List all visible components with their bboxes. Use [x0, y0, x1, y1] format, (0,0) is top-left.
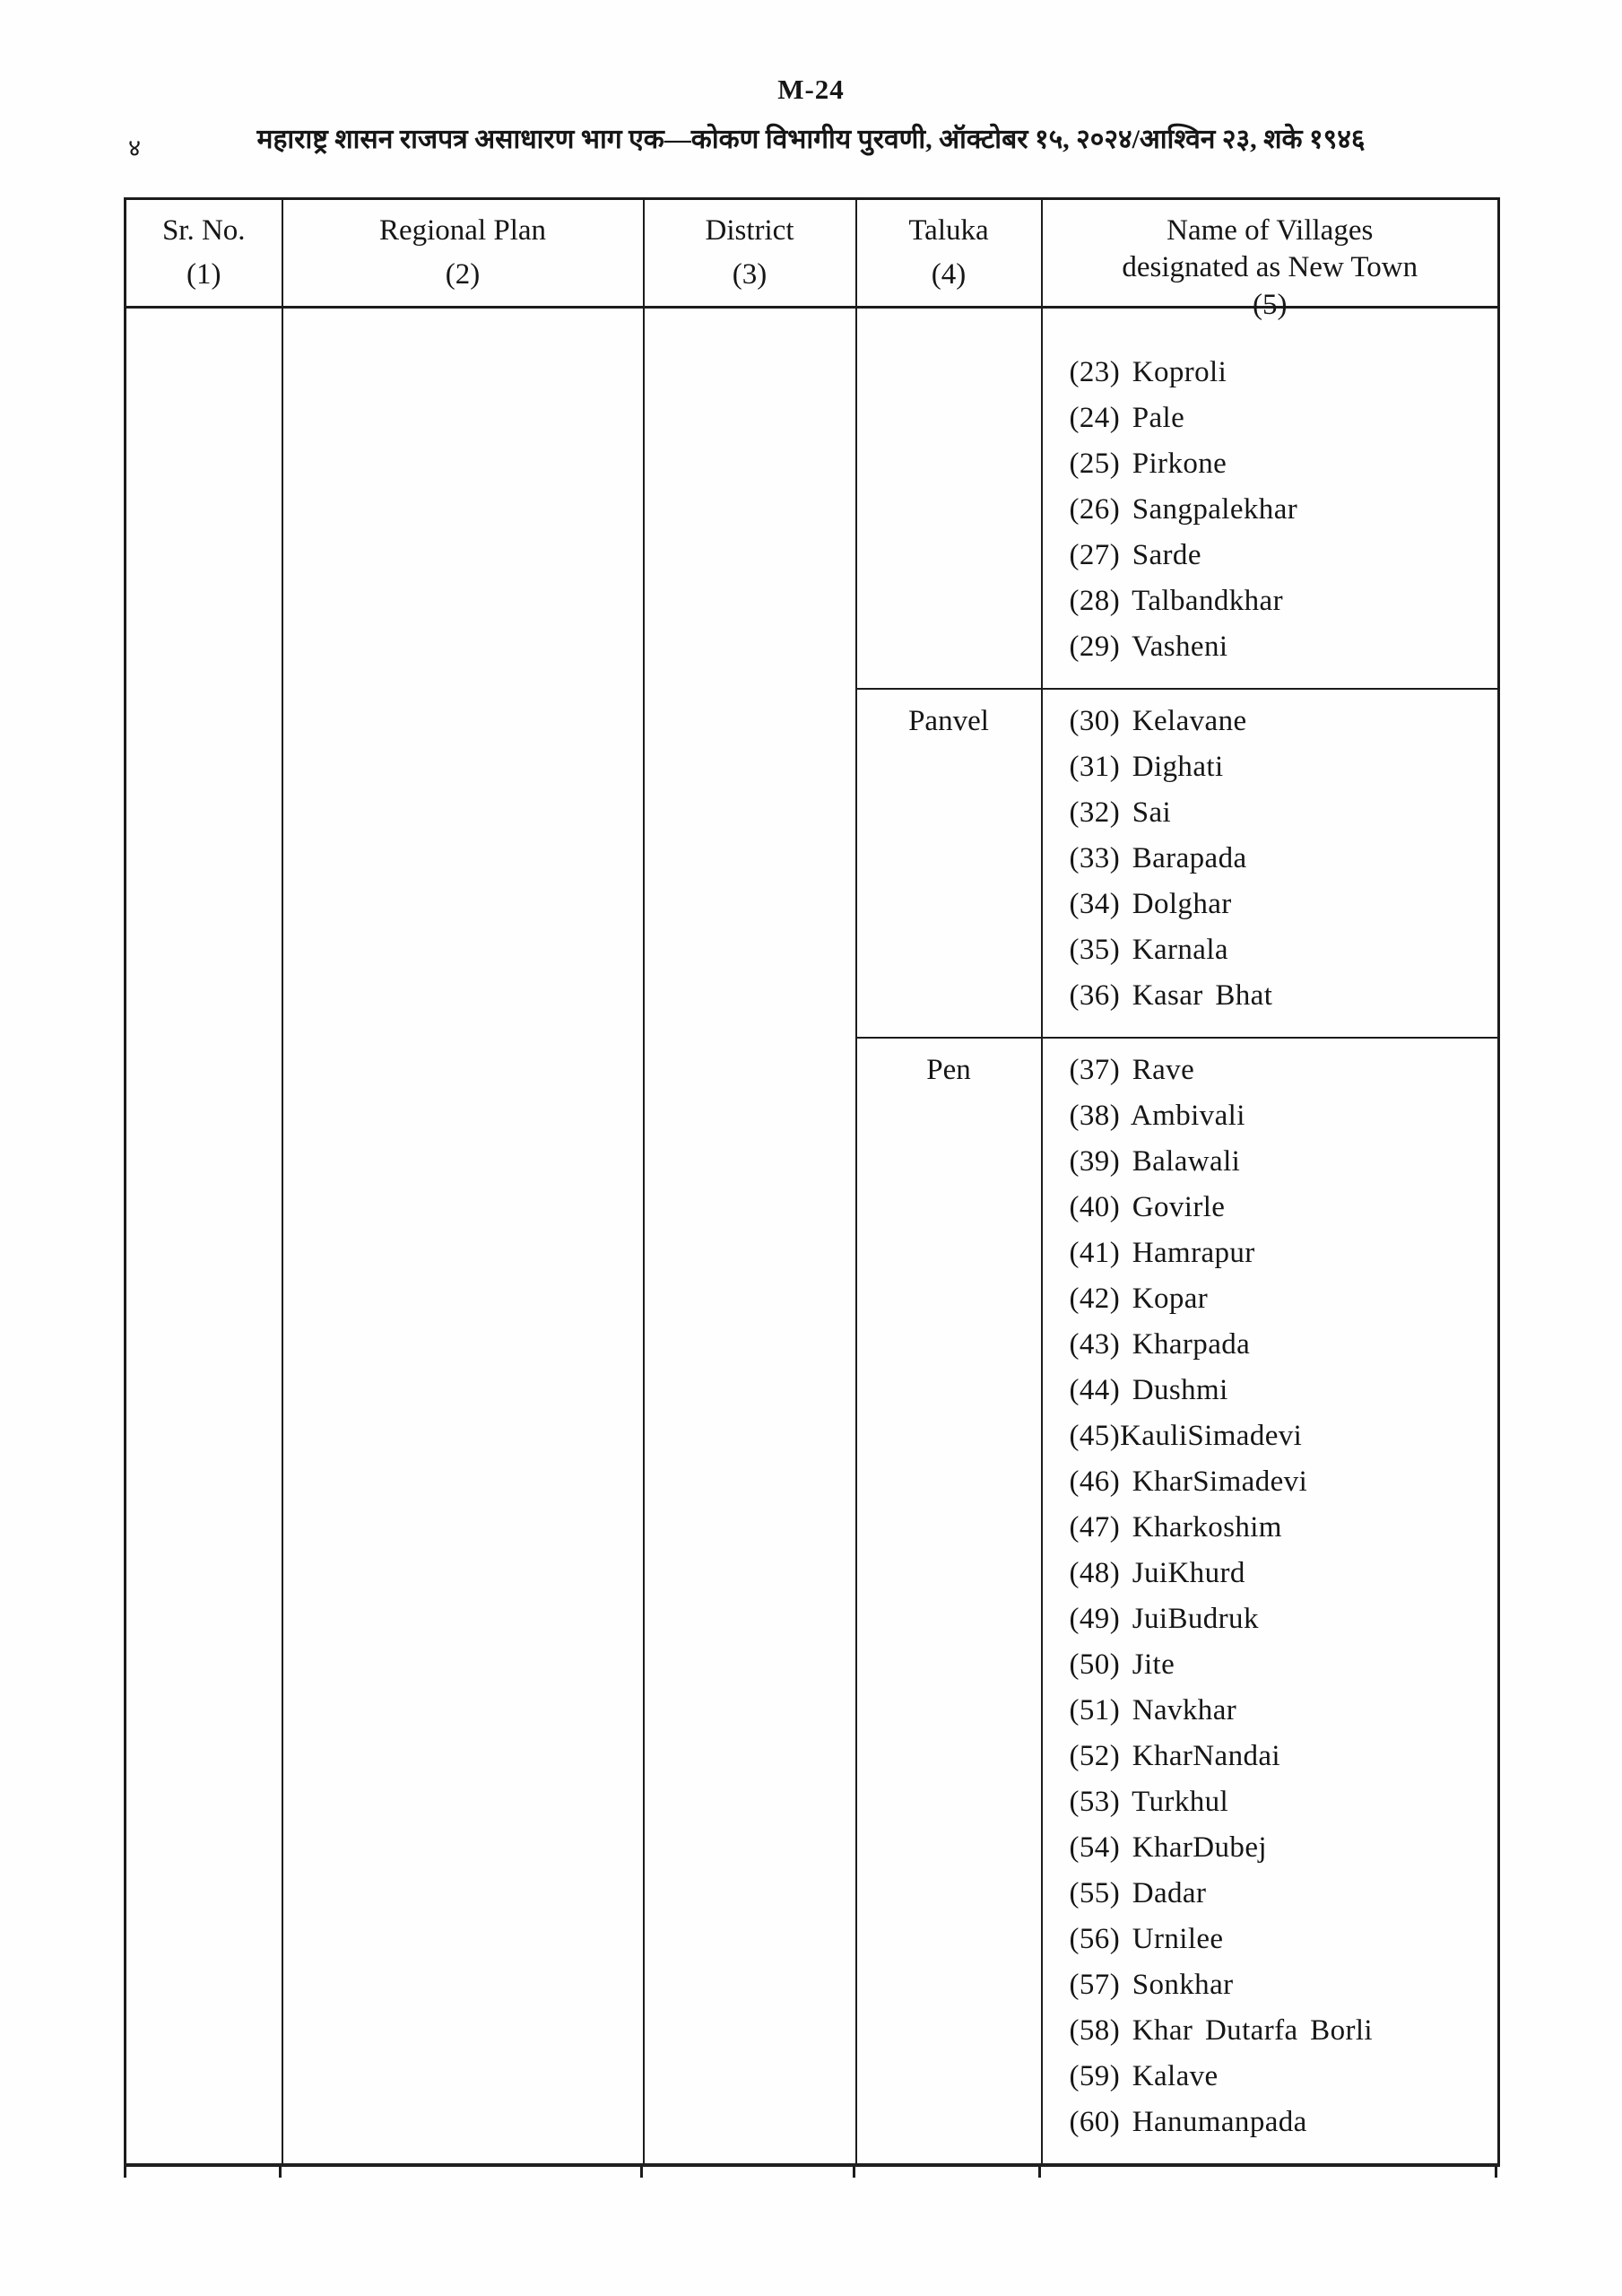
cell-villages — [1042, 1038, 1499, 2165]
column-label — [1122, 213, 1418, 287]
continuation-stub — [853, 2167, 855, 2178]
column-label: Taluka — [908, 214, 989, 247]
village-item: (24) Pale — [1069, 402, 1185, 434]
village-item: (40) Govirle — [1069, 1191, 1226, 1223]
village-item: (45)KauliSimadevi — [1069, 1420, 1303, 1452]
document-code: M-24 — [777, 74, 845, 105]
column-label: Regional Plan — [378, 214, 547, 247]
gazette-title: महाराष्ट्र शासन राजपत्र असाधारण भाग एक—कोकण विभागीय पुरवणी, ऑक्टोबर १५, २०२४/आश्विन २३, शके १९४६ — [256, 125, 1366, 154]
continuation-stub — [279, 2167, 282, 2178]
village-item: (58) Khar Dutarfa Borli — [1069, 2014, 1374, 2047]
cell-villages — [1042, 689, 1499, 1038]
village-item: (48) JuiKhurd — [1069, 1557, 1245, 1589]
village-item: (43) Kharpada — [1069, 1328, 1251, 1361]
village-item: (28) Talbandkhar — [1069, 585, 1283, 617]
column-number: (5) — [1253, 288, 1288, 321]
village-item: (60) Hanumanpada — [1069, 2106, 1307, 2138]
village-item: (50) Jite — [1069, 1648, 1175, 1681]
village-item: (32) Sai — [1069, 796, 1172, 829]
column-number: (2) — [445, 257, 481, 291]
village-list — [1043, 690, 1498, 1037]
village-item: (34) Dolghar — [1069, 888, 1232, 920]
village-item: (55) Dadar — [1069, 1877, 1207, 1909]
village-item: (52) KharNandai — [1069, 1740, 1280, 1772]
villages-table-wrap — [124, 197, 1497, 2179]
village-item: (56) Urnilee — [1069, 1923, 1224, 1955]
cell-regional-plan — [282, 308, 644, 2166]
column-header-taluka — [856, 199, 1042, 308]
village-item: (33) Barapada — [1069, 842, 1247, 874]
cell-taluka — [856, 689, 1042, 1038]
column-header-villages — [1042, 199, 1499, 321]
gazette-header-row — [0, 119, 1622, 164]
continuation-stub — [640, 2167, 643, 2178]
villages-table — [124, 197, 1500, 2167]
village-item: (39) Balawali — [1069, 1145, 1241, 1178]
table-header — [126, 199, 1499, 321]
column-header-district — [644, 199, 856, 308]
village-item: (51) Navkhar — [1069, 1694, 1237, 1726]
taluka-name — [857, 309, 1041, 317]
village-item: (25) Pirkone — [1069, 448, 1227, 480]
village-item: (38) Ambivali — [1069, 1100, 1245, 1132]
village-item: (49) JuiBudruk — [1069, 1603, 1259, 1635]
continuation-stub — [124, 2167, 126, 2178]
cell-taluka — [856, 1038, 1042, 2165]
village-item: (42) Kopar — [1069, 1283, 1209, 1315]
village-item: (54) KharDubej — [1069, 1831, 1267, 1864]
taluka-name: Pen — [926, 1054, 971, 1086]
continuation-stub — [1495, 2167, 1497, 2178]
village-item: (26) Sangpalekhar — [1069, 493, 1298, 526]
column-number: (4) — [931, 257, 967, 291]
table-row-continued — [126, 308, 1499, 690]
column-label: Sr. No. — [161, 214, 246, 247]
continuation-stub — [1038, 2167, 1041, 2178]
column-label: District — [705, 214, 794, 247]
column-label-line2: designated as New Town — [1122, 251, 1418, 284]
cell-taluka — [856, 308, 1042, 690]
village-item: (37) Rave — [1069, 1054, 1195, 1086]
column-number: (3) — [732, 257, 768, 291]
column-header-regional-plan — [282, 199, 644, 308]
village-list — [1043, 1039, 1498, 2163]
taluka-name: Panvel — [908, 705, 989, 737]
village-list — [1043, 309, 1498, 688]
cell-villages — [1042, 308, 1499, 690]
village-item: (36) Kasar Bhat — [1069, 979, 1273, 1012]
village-item: (46) KharSimadevi — [1069, 1465, 1308, 1498]
village-item: (29) Vasheni — [1069, 631, 1228, 663]
village-item: (57) Sonkhar — [1069, 1969, 1234, 2001]
column-label-line1: Name of Villages — [1167, 214, 1374, 247]
column-header-sr-no — [126, 199, 282, 308]
village-item: (53) Turkhul — [1069, 1786, 1229, 1818]
village-item: (27) Sarde — [1069, 539, 1201, 571]
village-item: (59) Kalave — [1069, 2060, 1219, 2092]
village-item: (41) Hamrapur — [1069, 1237, 1255, 1269]
village-item: (31) Dighati — [1069, 751, 1224, 783]
village-item: (35) Karnala — [1069, 934, 1228, 966]
village-item: (30) Kelavane — [1069, 705, 1247, 737]
village-item: (44) Dushmi — [1069, 1374, 1228, 1406]
page-number: ४ — [128, 135, 142, 161]
village-item: (47) Kharkoshim — [1069, 1511, 1282, 1544]
cell-district — [644, 308, 856, 2166]
column-number: (1) — [186, 257, 221, 291]
cell-sr-no — [126, 308, 282, 2166]
table-continuation-stubs — [124, 2167, 1497, 2179]
village-item: (23) Koproli — [1069, 356, 1227, 388]
